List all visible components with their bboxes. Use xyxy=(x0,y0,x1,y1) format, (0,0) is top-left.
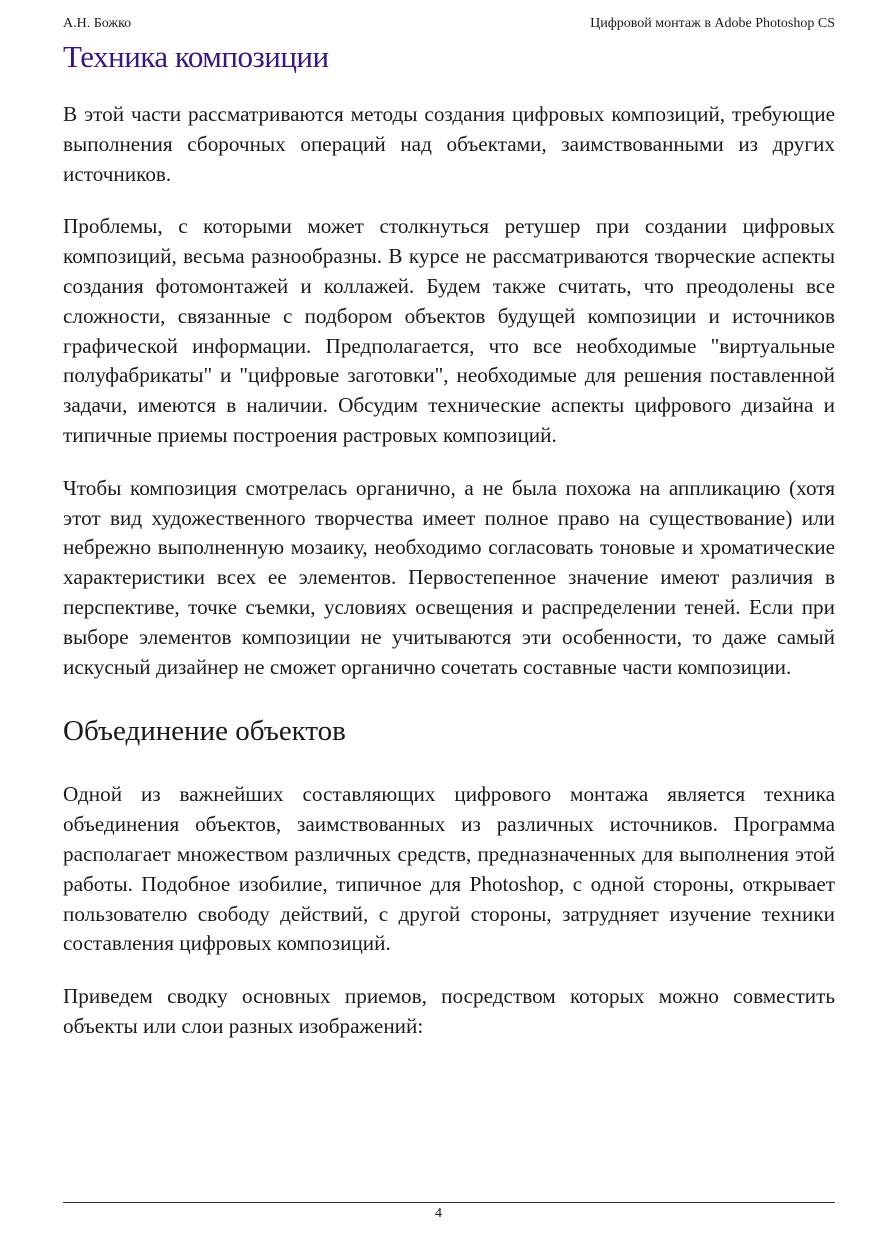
paragraph: Чтобы композиция смотрелась органично, а не была похожа на аппликацию (хотя этот вид художественного творчества имеет полное право на существование) или небрежно выполненную мозаику, необходимо согласовать тоновые и хроматические характеристики всех ее элементов. Первостепенное значение имеют различия в перспективе, точке съемки, условиях освещения и распределении теней. Если при выборе элементов композиции не учитываются эти особенности, то даже самый искусный дизайнер не сможет органично сочетать составные части композиции. xyxy=(63,475,835,679)
page-number: 4 xyxy=(435,1206,442,1221)
page-content xyxy=(63,38,835,1042)
section-title-composition: Техника композиции xyxy=(63,39,329,74)
paragraph: Проблемы, с которыми может столкнуться ретушер при создании цифровых композиций, весьма разнообразны. В курсе не рассматриваются творческие аспекты создания фотомонтажей и коллажей. Будем также считать, что преодолены все сложности, связанные с подбором объектов будущей композиции и источников графической информации. Предполагается, что все необходимые "виртуальные полуфабрикаты" и "цифровые заготовки", необходимые для решения поставленной задачи, имеются в наличии. Обсудим технические аспекты цифрового дизайна и типичные приемы построения растровых композиций. xyxy=(63,214,835,447)
section-title-merging-objects: Объединение объектов xyxy=(63,715,346,748)
page-header xyxy=(63,16,835,36)
footer-divider xyxy=(63,1202,835,1203)
paragraph: В этой части рассматриваются методы создания цифровых композиций, требующие выполнения сборочных операций над объектами, заимствованными из других источников. xyxy=(63,102,835,186)
header-book-title: Цифровой монтаж в Adobe Photoshop CS xyxy=(590,16,835,31)
paragraph: Одной из важнейших составляющих цифрового монтажа является техника объединения объектов, заимствованных из различных источников. Программа располагает множеством различных средств, предназначенных для выполнения этой работы. Подобное изобилие, типичное для Photoshop, с одной стороны, открывает пользователю свободу действий, с другой стороны, затрудняет изучение техники составления цифровых композиций. xyxy=(63,782,835,956)
paragraph: Приведем сводку основных приемов, посредством которых можно совместить объекты или слои разных изображений: xyxy=(63,984,835,1038)
header-author: А.Н. Божко xyxy=(63,16,132,31)
